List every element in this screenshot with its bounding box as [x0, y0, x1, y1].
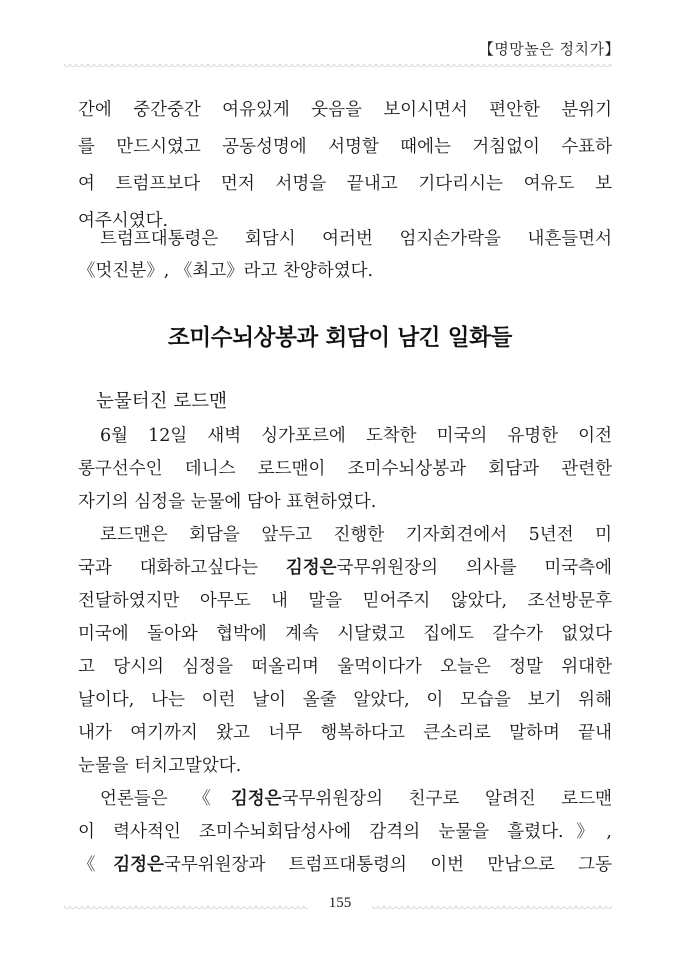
paragraph-line: 전달하였지만 아무도 내 말을 믿어주지 않았다, 조선방문후: [78, 591, 612, 611]
running-header-title: 【명망높은 정치가】: [478, 40, 620, 58]
text-segment: 국무위원장의 친구로 알려진 로드맨: [281, 789, 613, 809]
subsection-heading: 눈물터진 로드맨: [96, 391, 227, 412]
footer-divider-right: [372, 906, 612, 912]
text-segment: 국무위원장과 트럼프대통령의 이번 만남으로 그동: [163, 855, 612, 875]
paragraph-line: 롱구선수인 데니스 로드맨이 조미수뇌상봉과 회담과 관련한: [78, 459, 612, 479]
paragraph-line: 간에 중간중간 여유있게 웃음을 보이시면서 편안한 분위기: [78, 100, 612, 120]
paragraph-line: [78, 850, 612, 880]
paragraph-line: 트럼프대통령은 회담시 여러번 엄지손가락을 내흔들면서: [100, 229, 612, 249]
paragraph-line: [78, 784, 612, 814]
section-heading: 조미수뇌상봉과 회담이 남긴 일화들: [167, 325, 513, 351]
paragraph-line: 로드맨은 회담을 앞두고 진행한 기자회견에서 5년전 미: [100, 525, 612, 545]
paragraph-line: [78, 553, 612, 583]
paragraph-line: 내가 여기까지 왔고 너무 행복하다고 큰소리로 말하며 끝내: [78, 723, 612, 743]
leader-name-bold: 김정은: [113, 855, 164, 875]
text-segment: 국과 대화하고싶다는: [78, 558, 286, 578]
paragraph-line: 미국에 돌아와 협박에 계속 시달렸고 집에도 갈수가 없었다: [78, 624, 612, 644]
text-segment: 국무위원장의 의사를 미국측에: [336, 558, 612, 578]
paragraph-line: 자기의 심정을 눈물에 담아 표현하였다.: [78, 492, 377, 512]
paragraph-line: 날이다, 나는 이런 날이 올줄 알았다, 이 모습을 보기 위해: [78, 690, 612, 710]
header-divider: [64, 64, 612, 70]
paragraph-line: 여주시였다.: [78, 211, 169, 231]
paragraph-line: 이 력사적인 조미수뇌회담성사에 감격의 눈물을 흘렸다.》,: [78, 822, 612, 842]
page-header: [0, 0, 680, 70]
paragraph-line: 《멋진분》, 《최고》라고 찬양하였다.: [78, 261, 374, 281]
paragraph-line: 6월 12일 새벽 싱가포르에 도착한 미국의 유명한 이전: [100, 426, 612, 446]
leader-name-bold: 김정은: [285, 558, 337, 578]
paragraph-line: 눈물을 터치고말았다.: [78, 756, 242, 776]
text-segment: 언론들은 《: [100, 789, 231, 809]
page-number: 155: [328, 895, 352, 911]
paragraph-line: 고 당시의 심정을 떠올리며 울먹이다가 오늘은 정말 위대한: [78, 657, 612, 677]
leader-name-bold: 김정은: [230, 789, 282, 809]
paragraph-line: 여 트럼프보다 먼저 서명을 끝내고 기다리시는 여유도 보: [78, 174, 612, 194]
paragraph-line: 를 만드시였고 공동성명에 서명할 때에는 거침없이 수표하: [78, 137, 612, 157]
text-segment: 《: [78, 855, 114, 875]
